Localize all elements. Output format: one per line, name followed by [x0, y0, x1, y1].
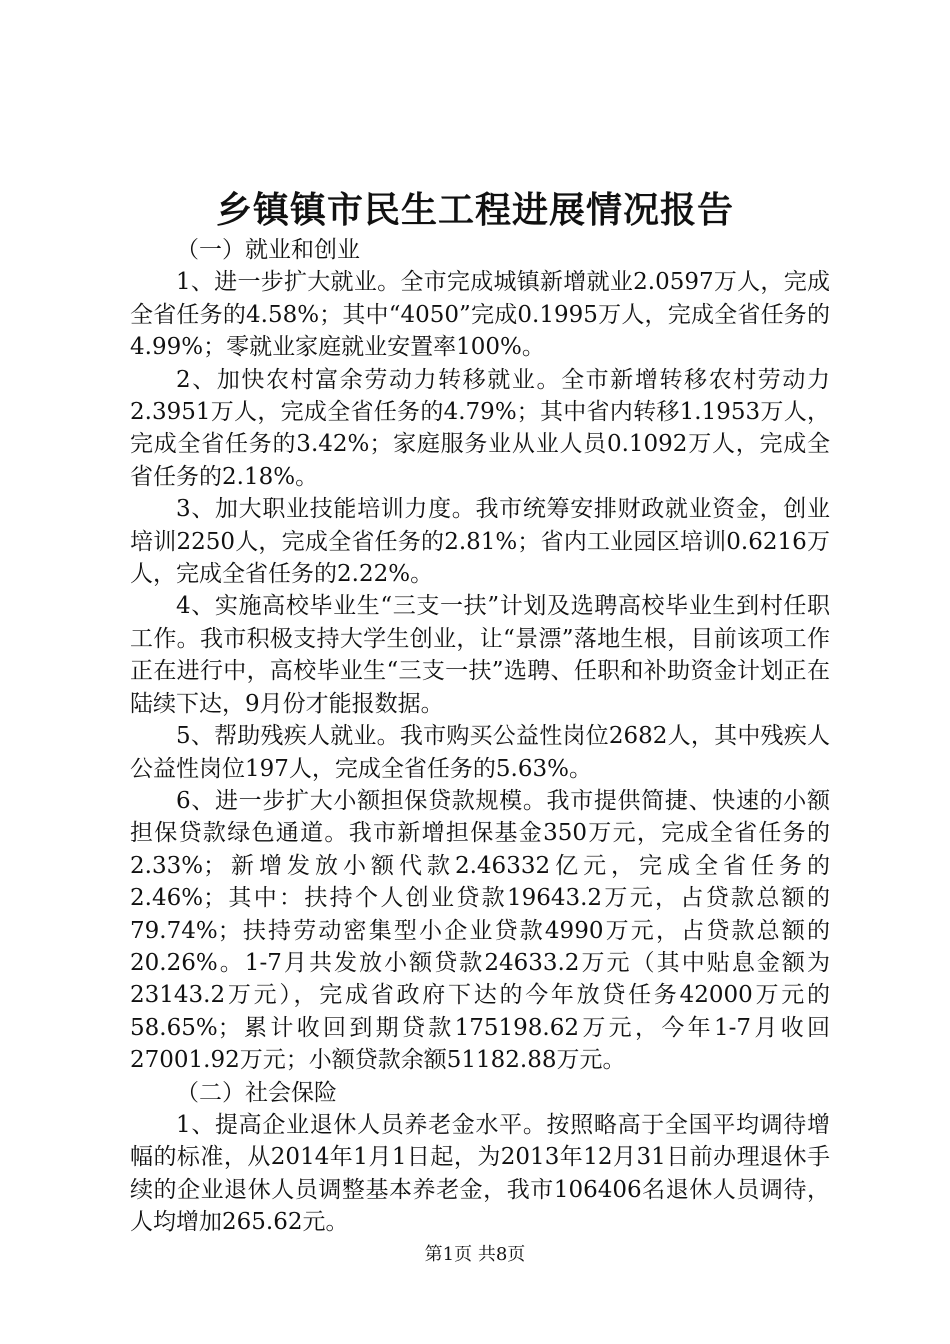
page-footer: 第1页 共8页: [424, 1244, 526, 1265]
paragraph-employment-1: 1、进一步扩大就业。全市完成城镇新增就业2.0597万人，完成全省任务的4.58%；其中“4050”完成0.1995万人，完成全省任务的4.99%；零就业家庭就业安置率100%。: [130, 269, 830, 361]
paragraph-social-insurance-1: 1、提高企业退休人员养老金水平。按照略高于全国平均调待增幅的标准，从2014年1月1日起，为2013年12月31日前办理退休手续的企业退休人员调整基本养老金，我市106406名退休人员调待，人均增加265.62元。: [130, 1111, 830, 1236]
paragraph-employment-3: 3、加大职业技能培训力度。我市统筹安排财政就业资金，创业培训2250人，完成全省任务的2.81%；省内工业园区培训0.6216万人，完成全省任务的2.22%。: [130, 496, 830, 588]
paragraph-employment-5: 5、帮助残疾人就业。我市购买公益性岗位2682人，其中残疾人公益性岗位197人，完成全省任务的5.63%。: [130, 723, 830, 782]
paragraph-employment-4: 4、实施高校毕业生“三支一扶”计划及选聘高校毕业生到村任职工作。我市积极支持大学生创业，让“景漂”落地生根，目前该项工作正在进行中，高校毕业生“三支一扶”选聘、任职和补助资金计划正在陆续下达，9月份才能报数据。: [130, 593, 830, 717]
paragraph-employment-2: 2、加快农村富余劳动力转移就业。全市新增转移农村劳动力2.3951万人，完成全省任务的4.79%；其中省内转移1.1953万人，完成全省任务的3.42%；家庭服务业从业人员0.1092万人，完成全省任务的2.18%。: [130, 366, 830, 490]
document-title: 乡镇镇市民生工程进展情况报告: [215, 189, 734, 231]
document-body: [130, 234, 830, 1239]
section-heading-social-insurance: （二）社会保险: [176, 1079, 337, 1106]
section-heading-employment: （一）就业和创业: [176, 237, 360, 263]
paragraph-employment-6: 6、进一步扩大小额担保贷款规模。我市提供简捷、快速的小额担保贷款绿色通道。我市新增担保基金350万元，完成全省任务的2.33%；新增发放小额代款2.46332亿元，完成全省任务的2.46%；其中：扶持个人创业贷款19643.2万元，占贷款总额的79.74%；扶持劳动密集型小企业贷款4990万元，占贷款总额的20.26%。1-7月共发放小额贷款24633.2万元（其中贴息金额为23143.2万元），完成省政府下达的今年放贷任务42000万元的58.65%；累计收回到期贷款175198.62万元，今年1-7月收回27001.92万元；小额贷款余额51182.88万元。: [130, 787, 830, 1074]
